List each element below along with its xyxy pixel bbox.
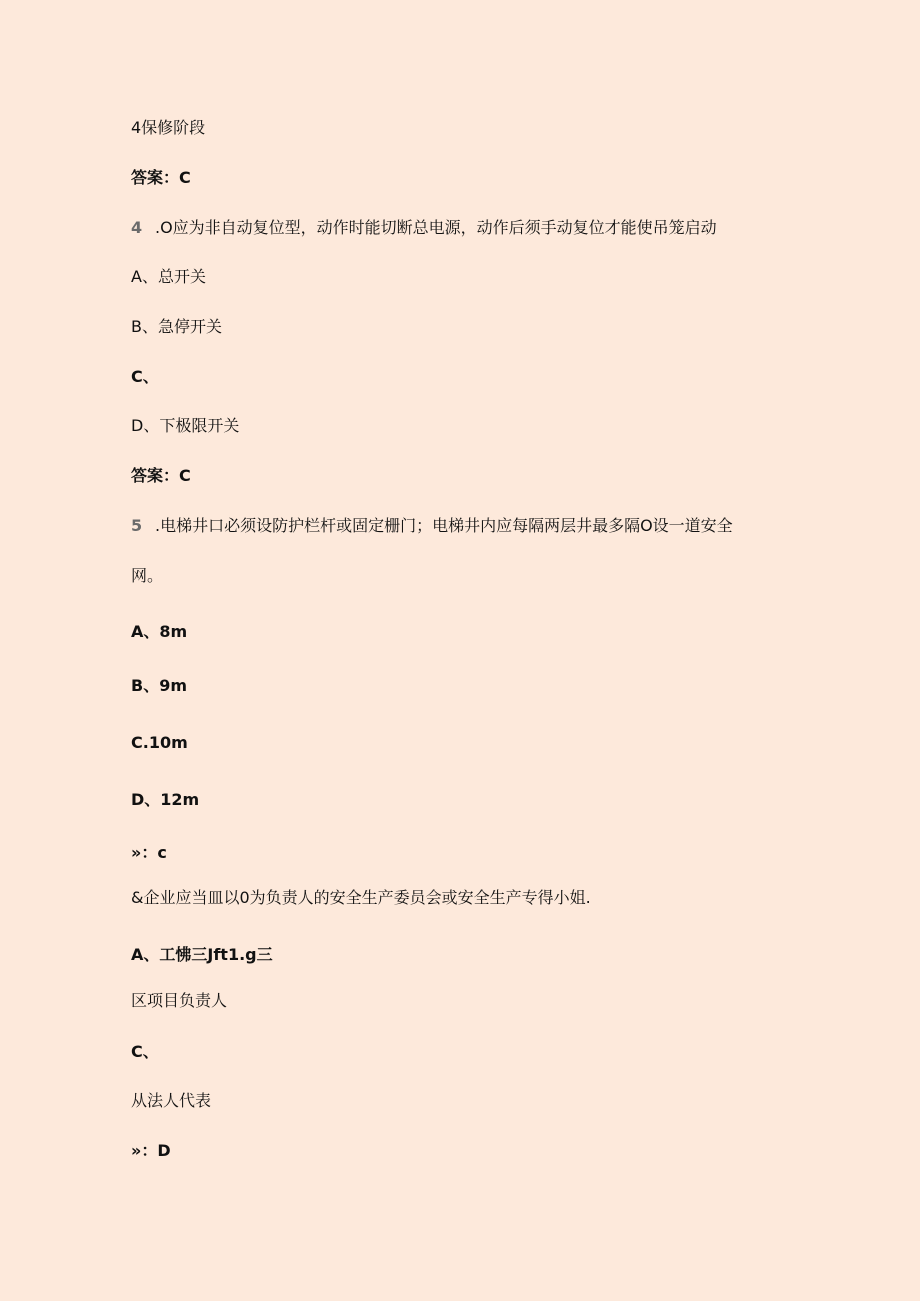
answer-line: »：D [131,1141,171,1160]
option-a: A、总开关 [131,267,206,286]
option-a: A、工怫三Jft1.g三 [131,945,273,964]
answer-line: 答案：C [131,168,191,187]
option-d: 从法人代表 [131,1091,212,1110]
question-text: .O应为非自动复位型，动作时能切断总电源，动作后须手动复位才能使吊笼启动 [155,218,717,237]
option-b: B、急停开关 [131,317,222,336]
question-4 [131,218,717,238]
option-b: 区项目负责人 [131,991,228,1010]
question-6: &企业应当皿以0为负责人的安全生产委员会或安全生产专得小姐. [131,888,591,907]
question-number: 5 [131,516,143,535]
question-5 [131,516,733,536]
option-d: D、下极限开关 [131,416,240,435]
option-c: C、 [131,367,159,386]
answer-line: »：c [131,843,167,862]
question-text: .电梯井口必须设防护栏杆或固定栅门；电梯井内应每隔两层井最多隔O设一道安全 [155,516,733,535]
option-b: B、9m [131,676,188,695]
answer-line: 答案：C [131,466,191,485]
option-a: A、8m [131,622,188,641]
option-c: C、 [131,1042,159,1061]
option-c: C.10m [131,733,188,752]
question-text-continued: 网。 [131,566,164,585]
question-number: 4 [131,218,143,237]
option-d: D、12m [131,790,200,809]
option-line-maintenance-stage: 4保修阶段 [131,118,206,137]
